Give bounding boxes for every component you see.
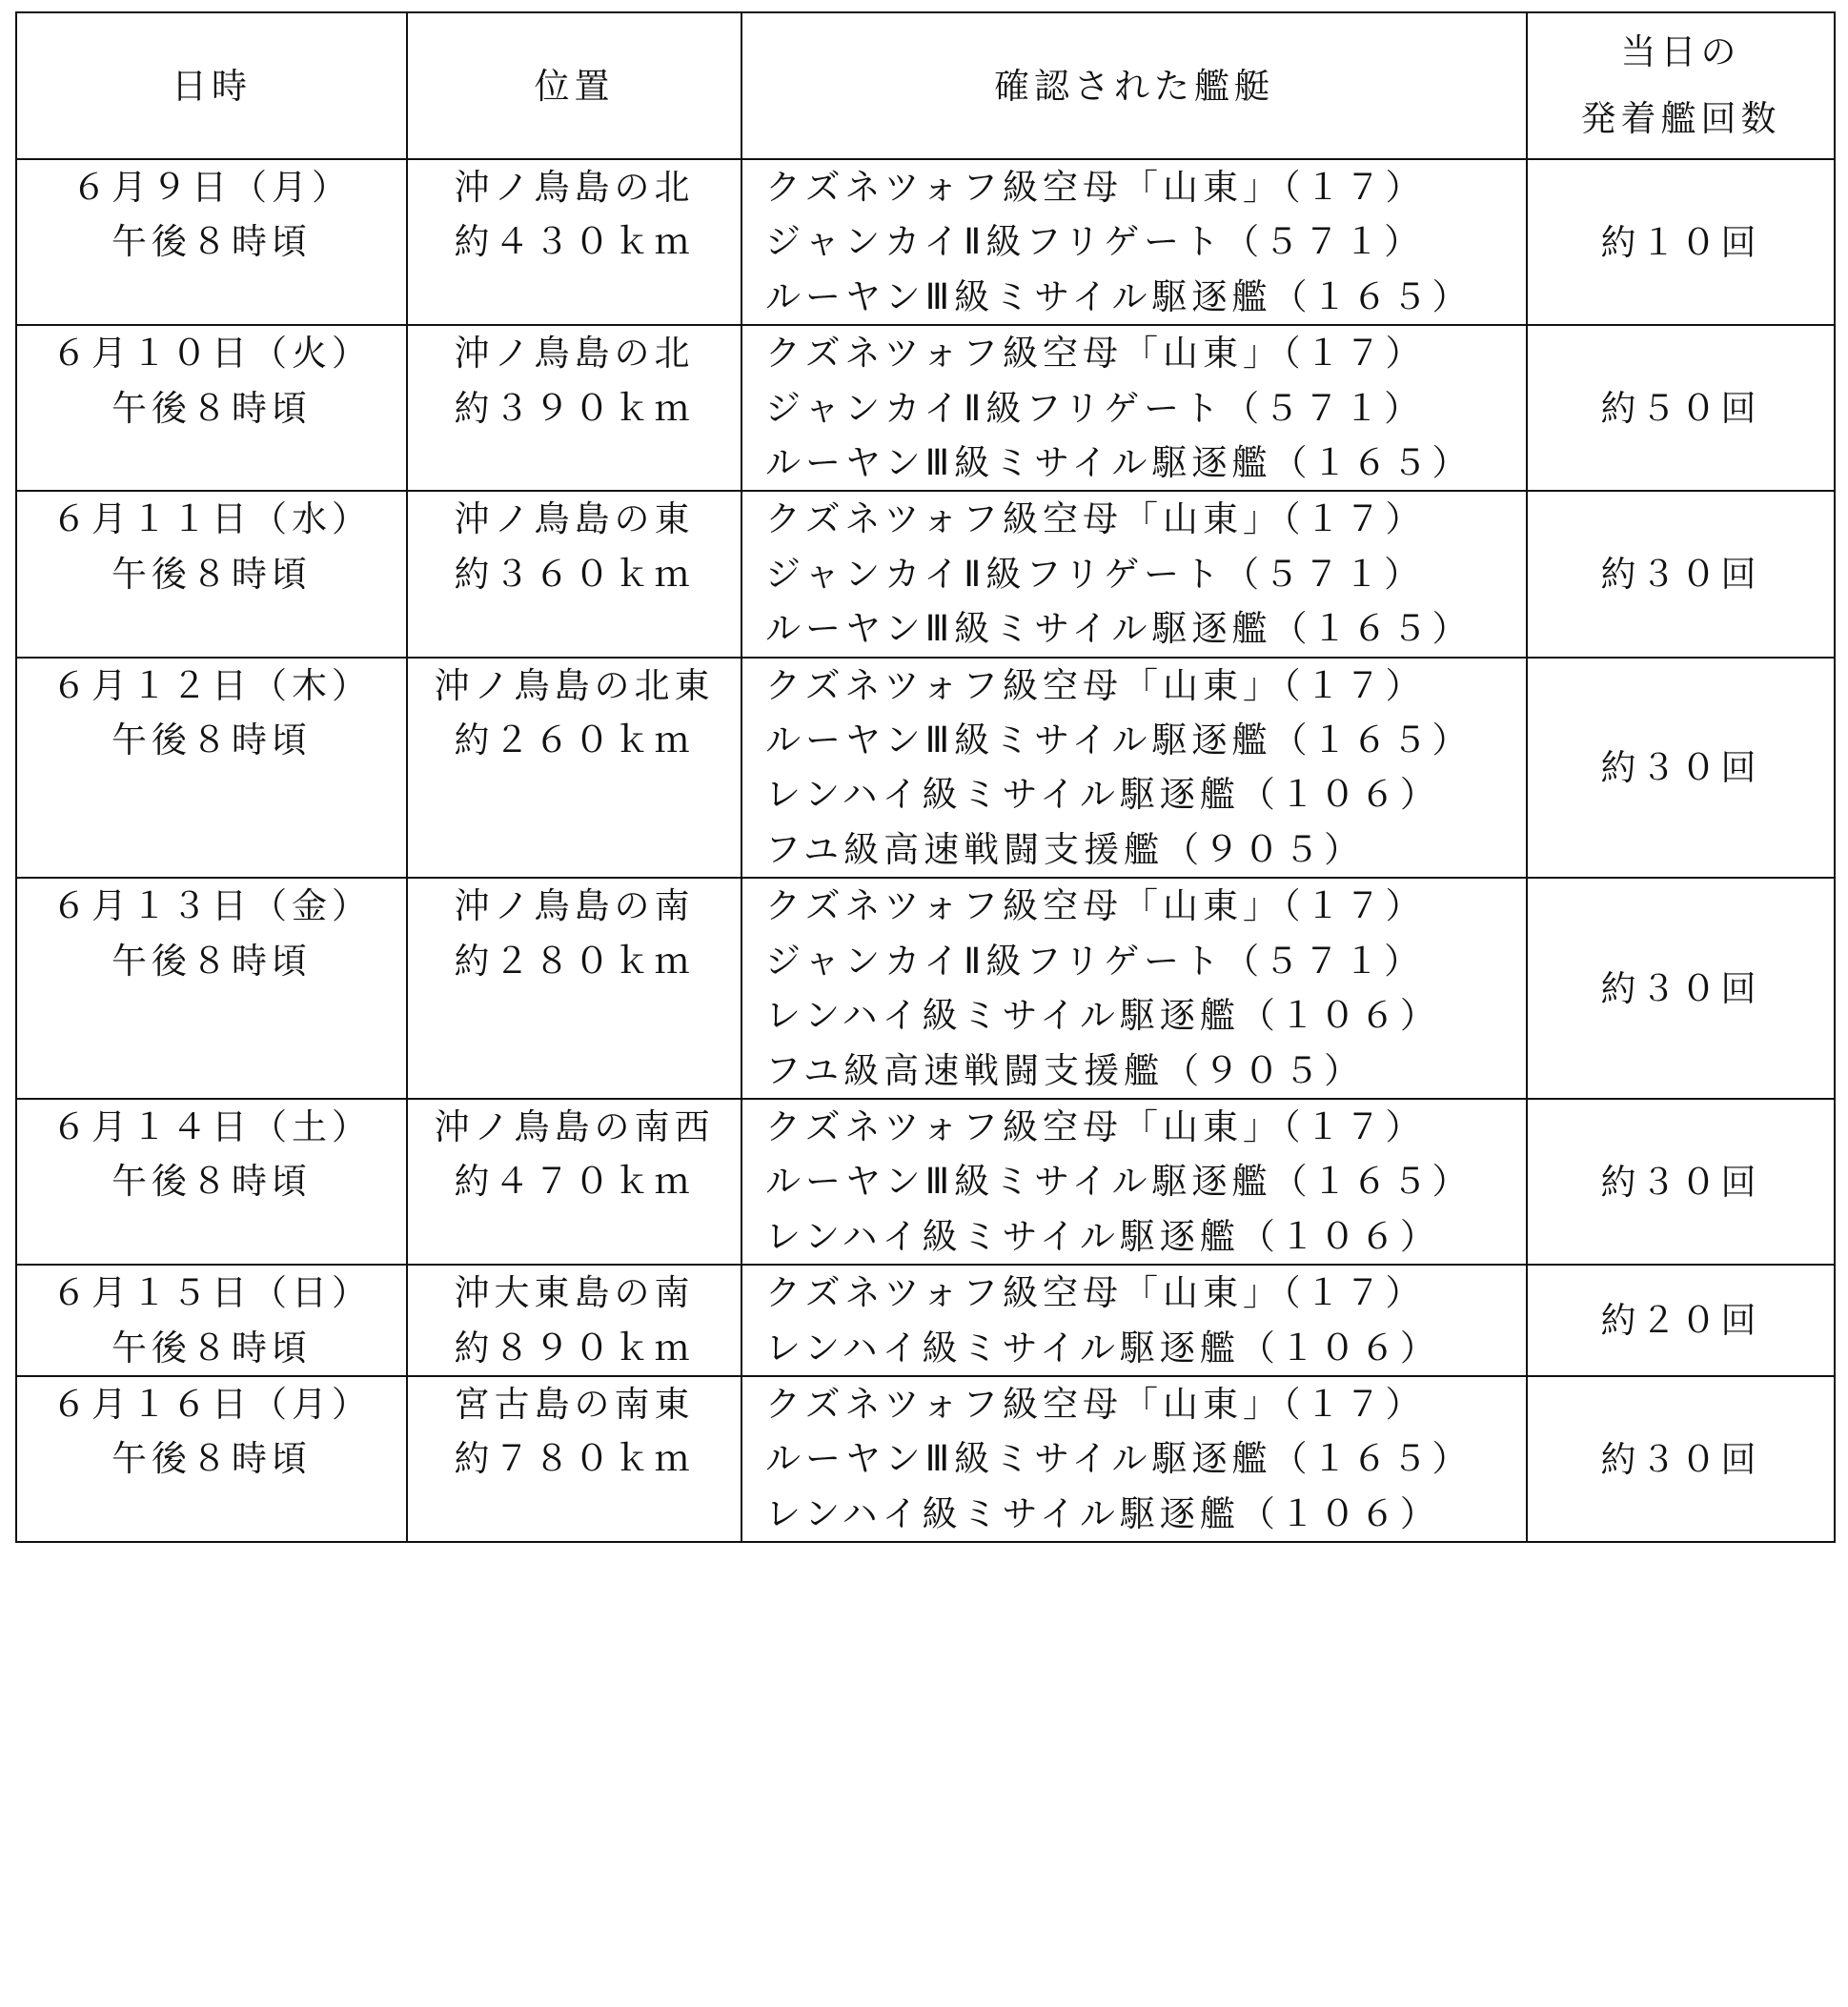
date-text: ６月１５日（日） [51,1272,372,1314]
count-cell: 約３０回 [1527,1099,1835,1265]
position-distance: 約３９０ｋｍ [454,387,695,429]
ships-cell [741,1376,1527,1542]
ships-cell [741,1099,1527,1265]
header-count-line2: 発着艦回数 [1580,98,1781,139]
position-place: 沖ノ鳥島の北 [454,333,695,375]
ship-name: ジャンカイⅡ級フリゲート（５７１） [765,940,1425,982]
table-row [16,159,1835,325]
date-text: ６月１４日（土） [51,1105,372,1147]
position-distance: 約２８０ｋｍ [454,940,695,982]
count-cell: 約３０回 [1527,491,1835,657]
date-text: ６月１０日（火） [51,333,372,375]
position-distance: 約８９０ｋｍ [454,1327,695,1368]
date-cell [16,658,407,879]
ships-cell [741,878,1527,1099]
time-text: 午後８時頃 [112,1438,312,1480]
time-text: 午後８時頃 [112,1161,312,1203]
ship-name: レンハイ級ミサイル駆逐艦（１０６） [765,995,1440,1037]
ship-name: ルーヤンⅢ級ミサイル駆逐艦（１６５） [765,275,1472,317]
ship-name: ルーヤンⅢ級ミサイル駆逐艦（１６５） [765,1438,1472,1480]
table-row [16,325,1835,491]
table-row [16,878,1835,1099]
position-place: 宮古島の南東 [454,1383,695,1425]
count-cell: 約２０回 [1527,1265,1835,1376]
position-cell [407,878,741,1099]
carrier-activity-table [15,11,1836,1543]
position-cell [407,159,741,325]
count-cell: 約１０回 [1527,159,1835,325]
time-text: 午後８時頃 [112,940,312,982]
header-count-line1: 当日の [1620,31,1741,72]
ships-cell [741,1265,1527,1376]
table-body [16,159,1835,1542]
date-text: ６月１１日（水） [51,498,372,540]
date-text: ６月９日（月） [71,167,352,208]
date-cell [16,878,407,1099]
position-cell [407,1099,741,1265]
ship-name: ルーヤンⅢ級ミサイル駆逐艦（１６５） [765,720,1472,761]
ship-name: レンハイ級ミサイル駆逐艦（１０６） [765,1492,1440,1534]
table-row [16,658,1835,879]
position-distance: 約２６０ｋｍ [454,720,695,761]
header-datetime: 日時 [16,12,407,159]
ship-name: レンハイ級ミサイル駆逐艦（１０６） [765,1327,1440,1368]
position-cell [407,325,741,491]
ship-name: クズネツォフ級空母「山東」（１７） [765,1383,1426,1425]
date-cell [16,491,407,657]
header-count [1527,12,1835,159]
count-cell: 約３０回 [1527,658,1835,879]
table-row [16,1265,1835,1376]
date-text: ６月１２日（木） [51,664,372,706]
ship-name: レンハイ級ミサイル駆逐艦（１０６） [765,1215,1440,1257]
date-cell [16,1265,407,1376]
position-cell [407,1376,741,1542]
date-text: ６月１６日（月） [51,1383,372,1425]
ship-name: ルーヤンⅢ級ミサイル駆逐艦（１６５） [765,608,1472,650]
ships-cell [741,159,1527,325]
position-place: 沖ノ鳥島の北 [454,167,695,208]
ship-name: ルーヤンⅢ級ミサイル駆逐艦（１６５） [765,1161,1472,1203]
position-place: 沖大東島の南 [454,1272,695,1314]
date-text: ６月１３日（金） [51,885,372,927]
ship-name: クズネツォフ級空母「山東」（１７） [765,167,1426,208]
ship-name: ジャンカイⅡ級フリゲート（５７１） [765,221,1425,263]
table-row [16,491,1835,657]
time-text: 午後８時頃 [112,221,312,263]
ship-name: クズネツォフ級空母「山東」（１７） [765,1272,1426,1314]
ship-name: フユ級高速戦闘支援艦（９０５） [765,828,1365,870]
position-place: 沖ノ鳥島の南 [454,885,695,927]
header-row [16,12,1835,159]
ship-name: ルーヤンⅢ級ミサイル駆逐艦（１６５） [765,442,1472,484]
position-place: 沖ノ鳥島の南西 [434,1105,715,1147]
position-cell [407,1265,741,1376]
ship-name: クズネツォフ級空母「山東」（１７） [765,333,1426,375]
count-cell: 約３０回 [1527,1376,1835,1542]
time-text: 午後８時頃 [112,553,312,595]
ships-cell [741,325,1527,491]
table-row [16,1376,1835,1542]
ship-name: クズネツォフ級空母「山東」（１７） [765,1105,1426,1147]
header-position: 位置 [407,12,741,159]
date-cell [16,325,407,491]
position-distance: 約３６０ｋｍ [454,553,695,595]
time-text: 午後８時頃 [112,1327,312,1368]
ship-name: クズネツォフ級空母「山東」（１７） [765,664,1426,706]
position-place: 沖ノ鳥島の東 [454,498,695,540]
header-ships: 確認された艦艇 [741,12,1527,159]
position-distance: 約４３０ｋｍ [454,221,695,263]
ship-name: フユ級高速戦闘支援艦（９０５） [765,1049,1365,1091]
position-cell [407,491,741,657]
time-text: 午後８時頃 [112,387,312,429]
position-place: 沖ノ鳥島の北東 [434,664,715,706]
ship-name: ジャンカイⅡ級フリゲート（５７１） [765,387,1425,429]
count-cell: 約５０回 [1527,325,1835,491]
date-cell [16,1099,407,1265]
ship-name: レンハイ級ミサイル駆逐艦（１０６） [765,774,1440,816]
ship-name: ジャンカイⅡ級フリゲート（５７１） [765,553,1425,595]
position-cell [407,658,741,879]
ships-cell [741,658,1527,879]
ship-name: クズネツォフ級空母「山東」（１７） [765,885,1426,927]
ships-cell [741,491,1527,657]
date-cell [16,159,407,325]
time-text: 午後８時頃 [112,720,312,761]
ship-name: クズネツォフ級空母「山東」（１７） [765,498,1426,540]
count-cell: 約３０回 [1527,878,1835,1099]
position-distance: 約４７０ｋｍ [454,1161,695,1203]
table-row [16,1099,1835,1265]
position-distance: 約７８０ｋｍ [454,1438,695,1480]
date-cell [16,1376,407,1542]
